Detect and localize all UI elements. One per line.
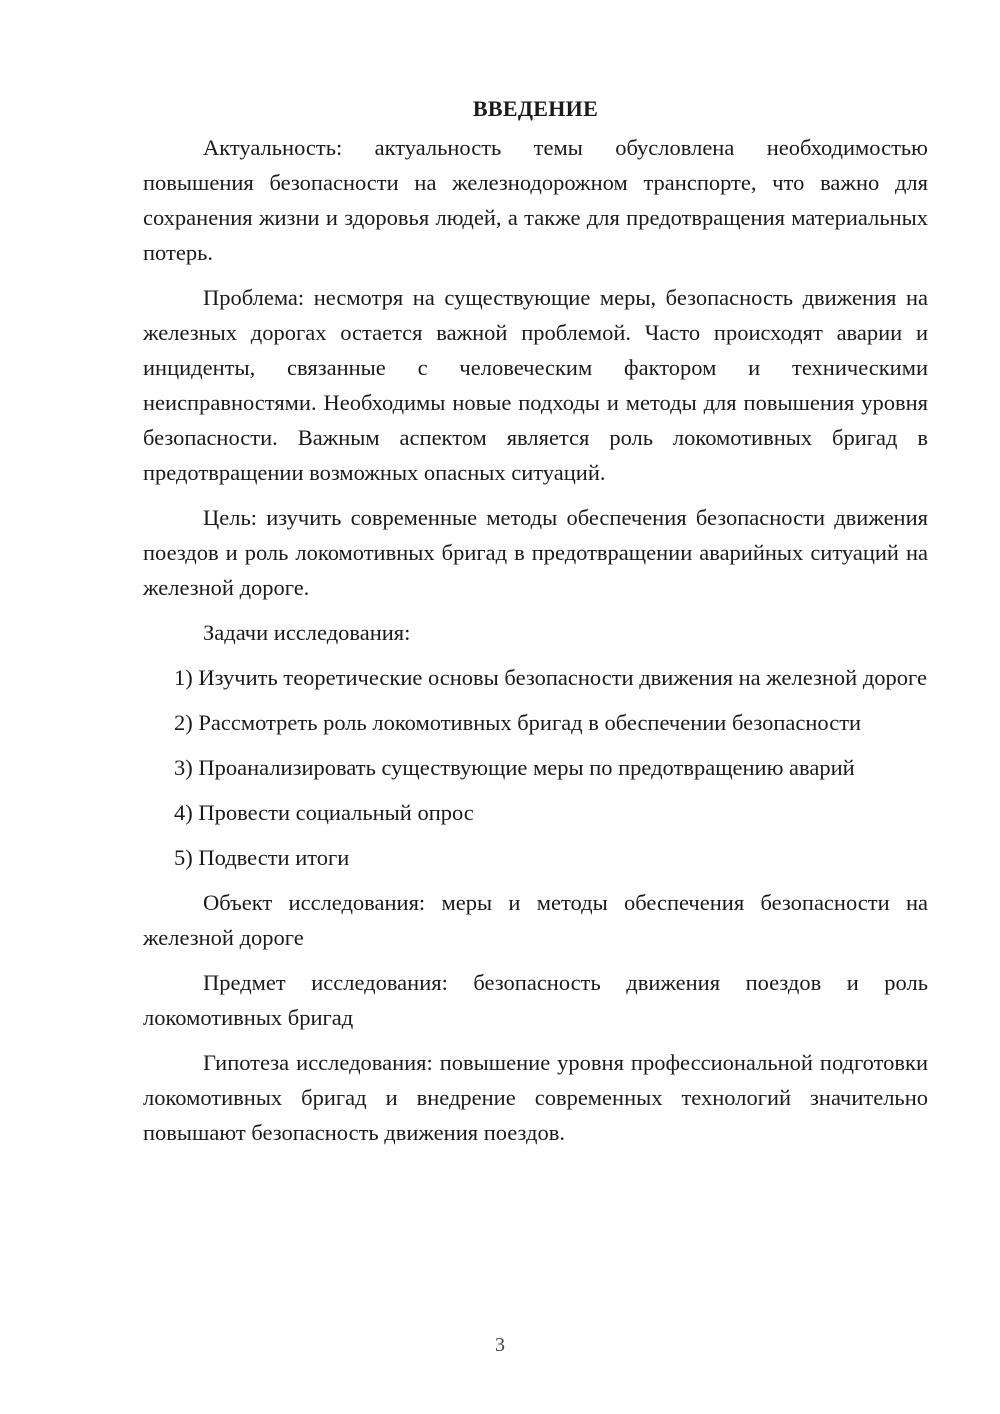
task-item-4: 4) Провести социальный опрос [174, 800, 474, 825]
paragraph-relevance: Актуальность: актуальность темы обусловлена необходимостью повышения безопасности на железнодорожном транспорте, что важно для сохранения жизни и здоровья людей, а также для предотвращения материальных потерь. [143, 135, 928, 265]
paragraph-goal: Цель: изучить современные методы обеспечения безопасности движения поездов и роль локомотивных бригад в предотвращении аварийных ситуаций на железной дороге. [143, 505, 928, 600]
document-body [143, 92, 928, 1160]
task-item-5: 5) Подвести итоги [174, 845, 350, 870]
page-number: 3 [495, 1334, 505, 1356]
paragraph-subject: Предмет исследования: безопасность движения поездов и роль локомотивных бригад [143, 970, 928, 1030]
page-title: ВВЕДЕНИЕ [472, 96, 599, 121]
task-item-3: 3) Проанализировать существующие меры по предотвращению аварий [174, 755, 855, 780]
paragraph-object: Объект исследования: меры и методы обеспечения безопасности на железной дороге [143, 890, 928, 950]
paragraph-problem: Проблема: несмотря на существующие меры, безопасность движения на железных дорогах остается важной проблемой. Часто происходят аварии и инциденты, связанные с человеческим фактором и техническими неисправностями. Необходимы новые подходы и методы для повышения уровня безопасности. Важным аспектом является роль локомотивных бригад в предотвращении возможных опасных ситуаций. [143, 285, 928, 485]
task-item-2: 2) Рассмотреть роль локомотивных бригад в обеспечении безопасности [174, 710, 862, 735]
tasks-heading: Задачи исследования: [203, 620, 411, 645]
paragraph-hypothesis: Гипотеза исследования: повышение уровня профессиональной подготовки локомотивных бригад и внедрение современных технологий значительно повышают безопасность движения поездов. [143, 1050, 928, 1145]
task-item-1: 1) Изучить теоретические основы безопасности движения на железной дороге [174, 665, 927, 690]
tasks-list [143, 660, 928, 875]
